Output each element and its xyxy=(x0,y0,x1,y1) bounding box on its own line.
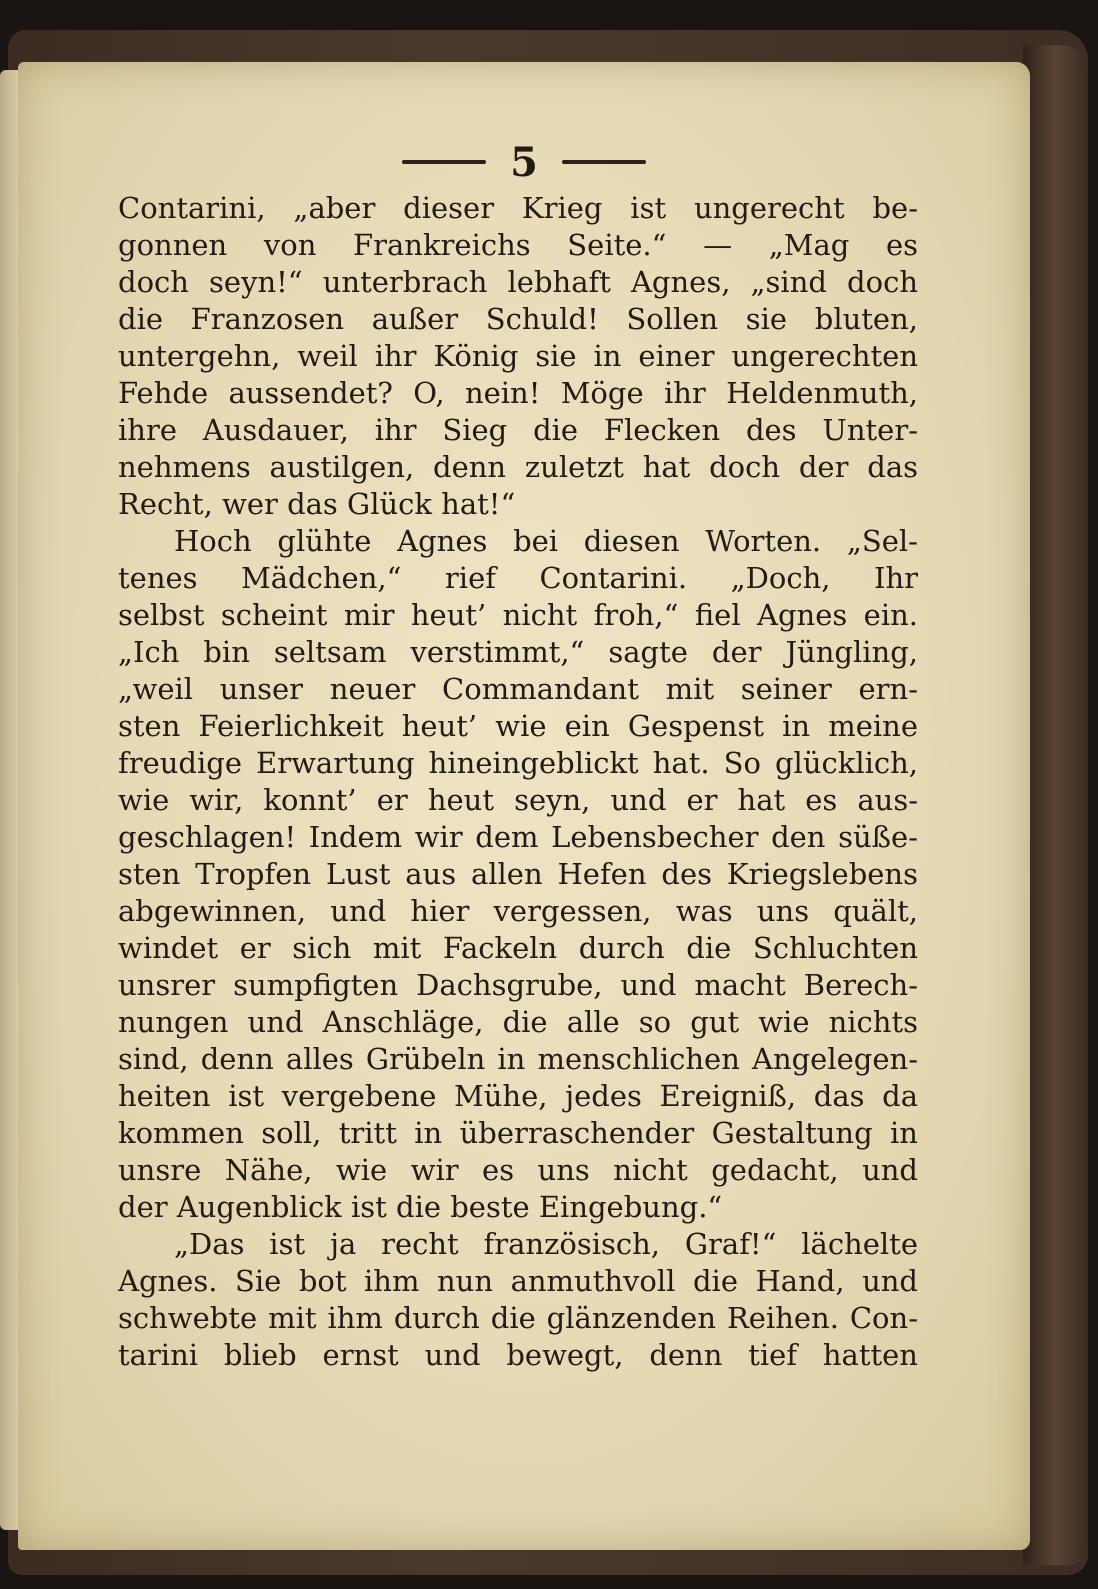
text-line: selbst scheint mir heut’ nicht froh,“ fiel Agnes ein. xyxy=(118,598,918,632)
text-line: Agnes. Sie bot ihm nun anmuthvoll die Hand, und xyxy=(118,1264,918,1298)
text-line: „Das ist ja recht französisch, Graf!“ lächelte xyxy=(174,1227,918,1261)
text-line: untergehn, weil ihr König sie in einer ungerechten xyxy=(118,339,918,373)
text-line: doch seyn!“ unterbrach lebhaft Agnes, „sind doch xyxy=(118,265,918,299)
text-line: geschlagen! Indem wir dem Lebensbecher den süße- xyxy=(118,820,918,854)
text-line: wie wir, konnt’ er heut seyn, und er hat es aus- xyxy=(118,783,918,817)
text-line: unsre Nähe, wie wir es uns nicht gedacht, und xyxy=(118,1153,918,1187)
page-number: 5 xyxy=(510,138,538,186)
text-line: sten Tropfen Lust aus allen Hefen des Kriegslebens xyxy=(118,857,918,891)
text-line: nungen und Anschläge, die alle so gut wie nichts xyxy=(118,1005,918,1039)
text-line: gonnen von Frankreichs Seite.“ — „Mag es xyxy=(118,228,918,262)
text-line: sind, denn alles Grübeln in menschlichen Angelegen- xyxy=(118,1042,918,1076)
text-line: tenes Mädchen,“ rief Contarini. „Doch, Ihr xyxy=(118,561,918,595)
text-line: sten Feierlichkeit heut’ wie ein Gespenst in meine xyxy=(118,709,918,743)
text-line: „weil unser neuer Commandant mit seiner ern- xyxy=(118,672,918,706)
header-rule-left xyxy=(402,160,486,164)
text-line: unsrer sumpfigten Dachsgrube, und macht Berech- xyxy=(118,968,918,1002)
book-spine-edge xyxy=(1023,45,1088,1565)
text-line: windet er sich mit Fackeln durch die Schluchten xyxy=(118,931,918,965)
text-line: abgewinnen, und hier vergessen, was uns quält, xyxy=(118,894,918,928)
text-line: der Augenblick ist die beste Eingebung.“ xyxy=(118,1190,723,1224)
text-line: freudige Erwartung hineingeblickt hat. So glücklich, xyxy=(118,746,918,780)
paragraph xyxy=(118,523,918,1226)
text-line: die Franzosen außer Schuld! Sollen sie bluten, xyxy=(118,302,918,336)
text-line: Hoch glühte Agnes bei diesen Worten. „Sel- xyxy=(174,524,918,558)
text-line: kommen soll, tritt in überraschender Gestaltung in xyxy=(118,1116,918,1150)
text-line: ihre Ausdauer, ihr Sieg die Flecken des Unter- xyxy=(118,413,918,447)
paragraph xyxy=(118,1226,918,1374)
text-line: „Ich bin seltsam verstimmt,“ sagte der Jüngling, xyxy=(118,635,918,669)
header-rule-right xyxy=(562,160,646,164)
text-line: nehmens austilgen, denn zuletzt hat doch der das xyxy=(118,450,918,484)
text-line: heiten ist vergebene Mühe, jedes Ereigniß, das da xyxy=(118,1079,918,1113)
book-page xyxy=(18,62,1030,1550)
page-header xyxy=(18,132,1030,192)
body-text xyxy=(118,190,918,1374)
text-line: Recht, wer das Glück hat!“ xyxy=(118,487,516,521)
text-line: Fehde aussendet? O, nein! Möge ihr Heldenmuth, xyxy=(118,376,918,410)
paragraph xyxy=(118,190,918,523)
text-line: tarini blieb ernst und bewegt, denn tief hatten xyxy=(118,1338,918,1372)
text-line: Contarini, „aber dieser Krieg ist ungerecht be- xyxy=(118,191,918,225)
text-line: schwebte mit ihm durch die glänzenden Reihen. Con- xyxy=(118,1301,918,1335)
